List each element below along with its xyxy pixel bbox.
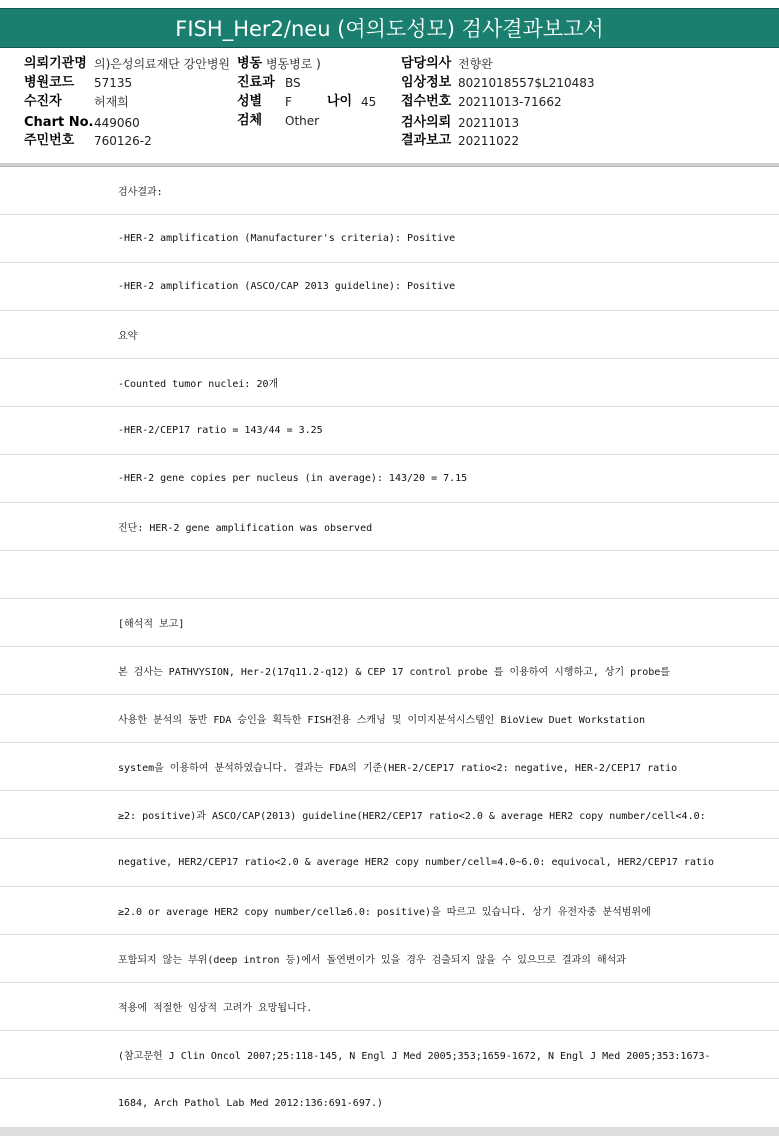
resident-no-value: 760126-2	[94, 134, 152, 148]
report-title: FISH_Her2/neu (여의도성모) 검사결과보고서	[0, 8, 779, 48]
report-line	[0, 839, 779, 887]
report-line-text: -HER-2/CEP17 ratio = 143/44 = 3.25	[118, 425, 323, 436]
report-line-text: 사용한 분석의 동반 FDA 승인을 획득한 FISH전용 스캐닝 및 이미지분석시스템인 BioView Duet Workstation	[118, 715, 645, 726]
specimen-label: 검체	[237, 113, 263, 128]
sex-value: F	[285, 95, 292, 109]
receipt-no-value: 20211013-71662	[458, 95, 562, 109]
age-label: 나이	[327, 94, 353, 109]
horizontal-scrollbar[interactable]	[0, 1127, 779, 1136]
report-line	[0, 359, 779, 407]
requesting-org-label: 의뢰기관명	[24, 56, 87, 71]
clinical-info-value: 8021018557$L210483	[458, 76, 595, 90]
report-line	[0, 599, 779, 647]
report-line	[0, 167, 779, 215]
report-line-text: ≥2: positive)과 ASCO/CAP(2013) guideline(HER2/CEP17 ratio<2.0 & average HER2 copy number/cell<4.0:	[118, 811, 706, 822]
report-body	[0, 167, 779, 1127]
doctor-label: 담당의사	[401, 56, 452, 71]
clinical-info-label: 임상정보	[401, 75, 452, 90]
report-line	[0, 551, 779, 599]
report-line-text: [해석적 보고]	[118, 619, 185, 630]
doctor-value: 전향완	[458, 57, 493, 71]
report-line	[0, 887, 779, 935]
report-line	[0, 791, 779, 839]
report-header	[0, 52, 779, 162]
report-line	[0, 263, 779, 311]
sex-label: 성별	[237, 94, 263, 109]
report-line-text: 1684, Arch Pathol Lab Med 2012:136:691-697.)	[118, 1097, 383, 1109]
report-line-text: 요약	[118, 331, 138, 342]
ward-value: 병동병로 )	[266, 57, 321, 71]
report-line	[0, 743, 779, 791]
report-line-text: -HER-2 amplification (ASCO/CAP 2013 guideline): Positive	[118, 281, 456, 292]
receipt-no-label: 접수번호	[401, 94, 452, 109]
dept-value: BS	[285, 76, 301, 90]
report-line	[0, 407, 779, 455]
specimen-value: Other	[285, 114, 320, 128]
report-line	[0, 215, 779, 263]
ward-label: 병동	[237, 56, 263, 71]
report-line	[0, 311, 779, 359]
report-line	[0, 935, 779, 983]
dept-label: 진료과	[237, 75, 275, 90]
report-line-text: (참고문헌 J Clin Oncol 2007;25:118-145, N Engl J Med 2005;353;1659-1672, N Engl J Med 2005;353:1673-	[118, 1051, 711, 1062]
hospital-code-label: 병원코드	[24, 75, 75, 90]
age-value: 45	[361, 95, 377, 109]
report-line	[0, 503, 779, 551]
report-line	[0, 455, 779, 503]
request-date-value: 20211013	[458, 116, 520, 130]
request-date-label: 검사의뢰	[401, 115, 452, 130]
chart-no-label: Chart No.	[24, 115, 94, 130]
hospital-code-value: 57135	[94, 76, 133, 90]
report-line	[0, 1079, 779, 1127]
report-line-text: ≥2.0 or average HER2 copy number/cell≥6.0: positive)을 따르고 있습니다. 상기 유전자중 분석범위에	[118, 907, 651, 918]
report-line	[0, 695, 779, 743]
report-line-text: negative, HER2/CEP17 ratio<2.0 & average HER2 copy number/cell=4.0~6.0: equivocal, HER2/CEP17 ratio	[118, 857, 715, 868]
report-date-label: 결과보고	[401, 133, 452, 148]
report-line-text: 포함되지 않는 부위(deep intron 등)에서 돌연변이가 있을 경우 검출되지 않을 수 있으므로 결과의 해석과	[118, 955, 626, 966]
chart-no-value: 449060	[94, 116, 140, 130]
report-line-text: -Counted tumor nuclei: 20개	[118, 379, 279, 390]
report-line	[0, 1031, 779, 1079]
report-line-text: 적용에 적절한 임상적 고려가 요망됩니다.	[118, 1003, 313, 1014]
report-line-text: -HER-2 amplification (Manufacturer's criteria): Positive	[118, 233, 456, 244]
report-line-text: 본 검사는 PATHVYSION, Her-2(17q11.2-q12) & CEP 17 control probe 를 이용하여 시행하고, 상기 probe를	[118, 667, 670, 678]
report-line-text: 검사결과:	[118, 187, 163, 198]
report-line-text: system을 이용하여 분석하였습니다. 결과는 FDA의 기준(HER-2/CEP17 ratio<2: negative, HER-2/CEP17 ratio	[118, 763, 678, 774]
requesting-org-value: 의)은성의료재단 강안병원	[94, 57, 231, 71]
report-line-text: 진단: HER-2 gene amplification was observed	[118, 523, 373, 534]
resident-no-label: 주민번호	[24, 133, 75, 148]
patient-value: 허재희	[94, 95, 129, 109]
report-line-text: -HER-2 gene copies per nucleus (in average): 143/20 = 7.15	[118, 473, 468, 484]
report-line	[0, 647, 779, 695]
report-line	[0, 983, 779, 1031]
patient-label: 수진자	[24, 94, 62, 109]
report-date-value: 20211022	[458, 134, 520, 148]
